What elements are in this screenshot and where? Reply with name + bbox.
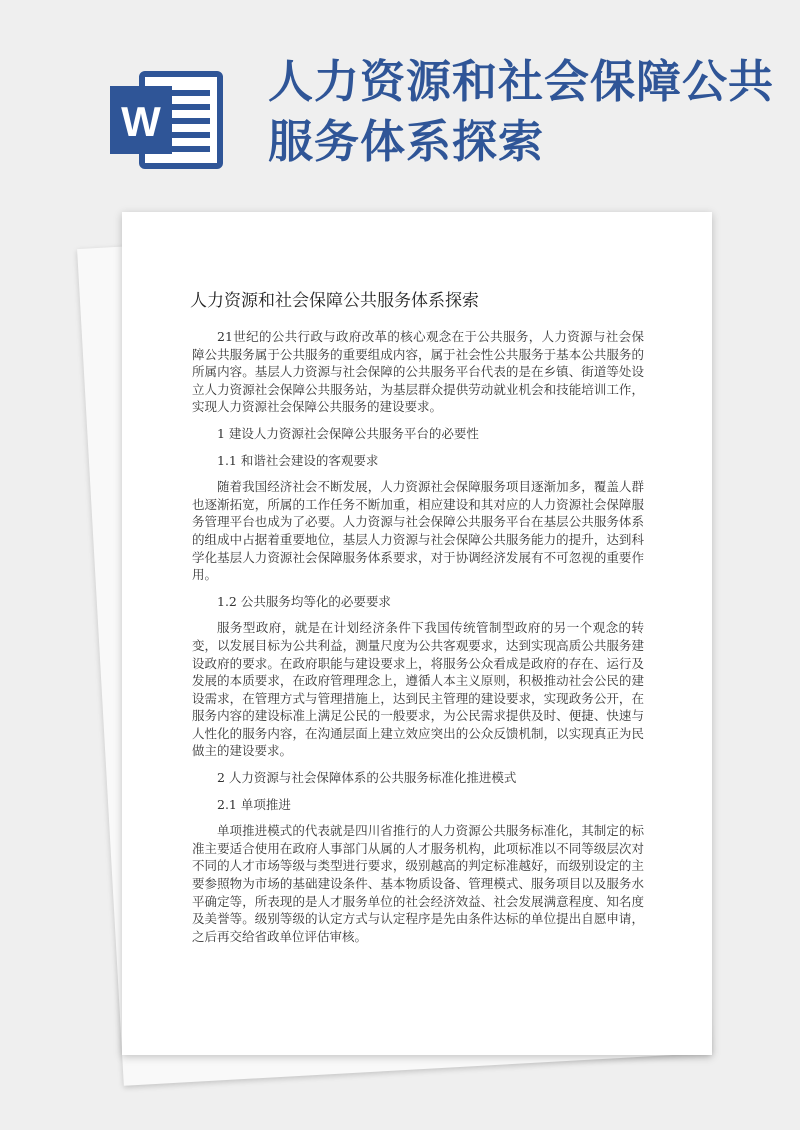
document-body: [192, 328, 644, 954]
paragraph-intro: 21世纪的公共行政与政府改革的核心观念在于公共服务，人力资源与社会保障公共服务属于公共服务的重要组成内容，属于社会性公共服务于基本公共服务的所属内容。基层人力资源与社会保障的公共服务平台代表的是在乡镇、街道等处设立人力资源社会保障公共服务站，为基层群众提供劳动就业机会和技能培训工作，实现人力资源社会保障公共服务的建设要求。: [192, 329, 644, 415]
header-banner: [0, 0, 800, 200]
heading-2-1: 2.1 单项推进: [217, 796, 291, 812]
heading-1-2: 1.2 公共服务均等化的必要要求: [217, 593, 391, 609]
document-page: [122, 212, 712, 1055]
heading-1: 1 建设人力资源社会保障公共服务平台的必要性: [217, 425, 479, 441]
paragraph-2-1: 单项推进模式的代表就是四川省推行的人力资源公共服务标准化，其制定的标准主要适合使用在政府人事部门从属的人才服务机构，此项标准以不同等级层次对不同的人才市场等级与类型进行要求，级别越高的判定标准越好，而级别设定的主要参照物为市场的基础建设条件、基本物质设备、管理模式、服务项目以及服务水平确定等，所表现的是人才服务单位的社会经济效益、社会发展满意程度、知名度及美誉等。级别等级的认定方式与认定程序是先由条件达标的单位提出自愿申请，之后再交给省政单位评估审核。: [192, 823, 644, 944]
heading-2: 2 人力资源与社会保障体系的公共服务标准化推进模式: [217, 770, 517, 786]
logo-letter: W: [121, 98, 161, 145]
paragraph-1-1: 随着我国经济社会不断发展，人力资源社会保障服务项目逐渐加多，覆盖人群也逐渐拓宽，所属的工作任务不断加重，相应建设和其对应的人力资源社会保障服务管理平台也成为了必要。人力资源与社会保障公共服务平台在基层公共服务体系的组成中占据着重要地位，基层人力资源与社会保障公共服务能力的提升，达到科学化基层人力资源社会保障服务体系要求，对于协调经济发展有不可忽视的重要作用。: [192, 479, 644, 583]
banner-title: 人力资源和社会保障公共服务体系探索: [268, 55, 775, 168]
word-document-icon: [108, 68, 228, 172]
paragraph-1-2: 服务型政府，就是在计划经济条件下我国传统管制型政府的另一个观念的转变，以发展目标为公共利益，测量尺度为公共客观要求，达到实现高质公共服务建设政府的要求。在政府职能与建设要求上，将服务公众看成是政府的存在、运行及发展的本质要求，在政府管理理念上，遵循人本主义原则，积极推动社会公民的建设需求，在管理方式与管理措施上，达到民主管理的建设要求，实现政务公开，在服务内容的建设标准上满足公民的一般要求，为公民需求提供及时、便捷、快速与人性化的服务内容，在沟通层面上建立效应突出的公众反馈机制，以实现真正为民做主的建设要求。: [192, 620, 644, 759]
document-title: 人力资源和社会保障公共服务体系探索: [190, 291, 479, 311]
heading-1-1: 1.1 和谐社会建设的客观要求: [217, 452, 379, 468]
